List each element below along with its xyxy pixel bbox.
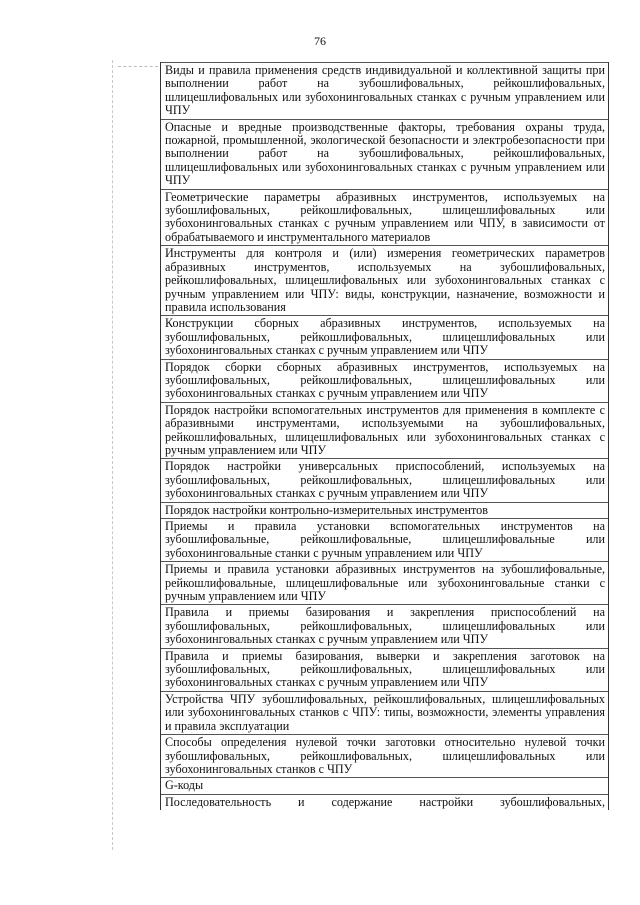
table-row: Инструменты для контроля и (или) измерения геометрических параметров абразивных инструментов, используемых на зубошлифовальных, рейкошлифовальных, шлицешлифовальных или зубохонинговальных станках с ручным управлением или ЧПУ: виды, конструкции, назначение, возможности и правила использования [161, 246, 608, 316]
table-row: Порядок сборки сборных абразивных инструментов, используемых на зубошлифовальных, рейкошлифовальных, шлицешлифовальных или зубохонинговальных станках с ручным управлением или ЧПУ [161, 360, 608, 403]
table-row: Способы определения нулевой точки заготовки относительно нулевой точки зубошлифовальных, рейкошлифовальных, шлицешлифовальных или зубохонинговальных станков с ЧПУ [161, 735, 608, 778]
table-row: Правила и приемы базирования, выверки и закрепления заготовок на зубошлифовальных, рейкошлифовальных, шлицешлифовальных или зубохонинговальных станках с ручным управлением или ЧПУ [161, 649, 608, 692]
table-row: G-коды [161, 778, 608, 794]
left-column-tick [118, 66, 158, 67]
table-row: Порядок настройки контрольно-измерительных инструментов [161, 503, 608, 519]
table-row: Правила и приемы базирования и закрепления приспособлений на зубошлифовальных, рейкошлифовальных, шлицешлифовальных или зубохонинговальных станках с ручным управлением или ЧПУ [161, 605, 608, 648]
left-column-rule [112, 60, 114, 850]
page-number: 76 [314, 34, 326, 48]
table-row: Устройства ЧПУ зубошлифовальных, рейкошлифовальных, шлицешлифовальных или зубохонинговальных станков с ЧПУ: типы, возможности, элементы управления и правила эксплуатации [161, 692, 608, 735]
table-row: Последовательность и содержание настройки зубошлифовальных, [165, 794, 605, 809]
table-row: Конструкции сборных абразивных инструментов, используемых на зубошлифовальных, рейкошлифовальных, шлицешлифовальных или зубохонинговальных станках с ручным управлением или ЧПУ [161, 316, 608, 359]
table-row: Порядок настройки универсальных приспособлений, используемых на зубошлифовальных, рейкошлифовальных, шлицешлифовальных или зубохонинговальных станках с ручным управлением или ЧПУ [161, 459, 608, 502]
table-row: Приемы и правила установки вспомогательных инструментов на зубошлифовальные, рейкошлифовальные, шлицешлифовальные или зубохонинговальные станки с ручным управлением или ЧПУ [161, 519, 608, 562]
table-row: Виды и правила применения средств индивидуальной и коллективной защиты при выполнении работ на зубошлифовальных, рейкошлифовальных, шлицешлифовальных или зубохонинговальных станках с ручным управлением или ЧПУ [161, 62, 608, 120]
table-row: Приемы и правила установки абразивных инструментов на зубошлифовальные, рейкошлифовальные, шлицешлифовальные или зубохонинговальные станки с ручным управлением или ЧПУ [161, 562, 608, 605]
table-row: Порядок настройки вспомогательных инструментов для применения в комплекте с абразивными инструментами, используемыми на зубошлифовальных, рейкошлифовальных, шлицешлифовальных или зубохонинговальных станках с ручным управлением или ЧПУ [161, 403, 608, 460]
table-row: Геометрические параметры абразивных инструментов, используемых на зубошлифовальных, рейкошлифовальных, шлицешлифовальных или зубохонинговальных станках с ручным управлением или ЧПУ, в зависимости от обрабатываемого и инструментального материалов [161, 190, 608, 247]
table-row: Опасные и вредные производственные факторы, требования охраны труда, пожарной, промышленной, экологической безопасности и электробезопасности при выполнении работ на зубошлифовальных, рейкошлифовальных, шлицешлифовальных или зубохонинговальных станках с ручным управлением или ЧПУ [161, 120, 608, 190]
requirements-table [160, 62, 609, 810]
